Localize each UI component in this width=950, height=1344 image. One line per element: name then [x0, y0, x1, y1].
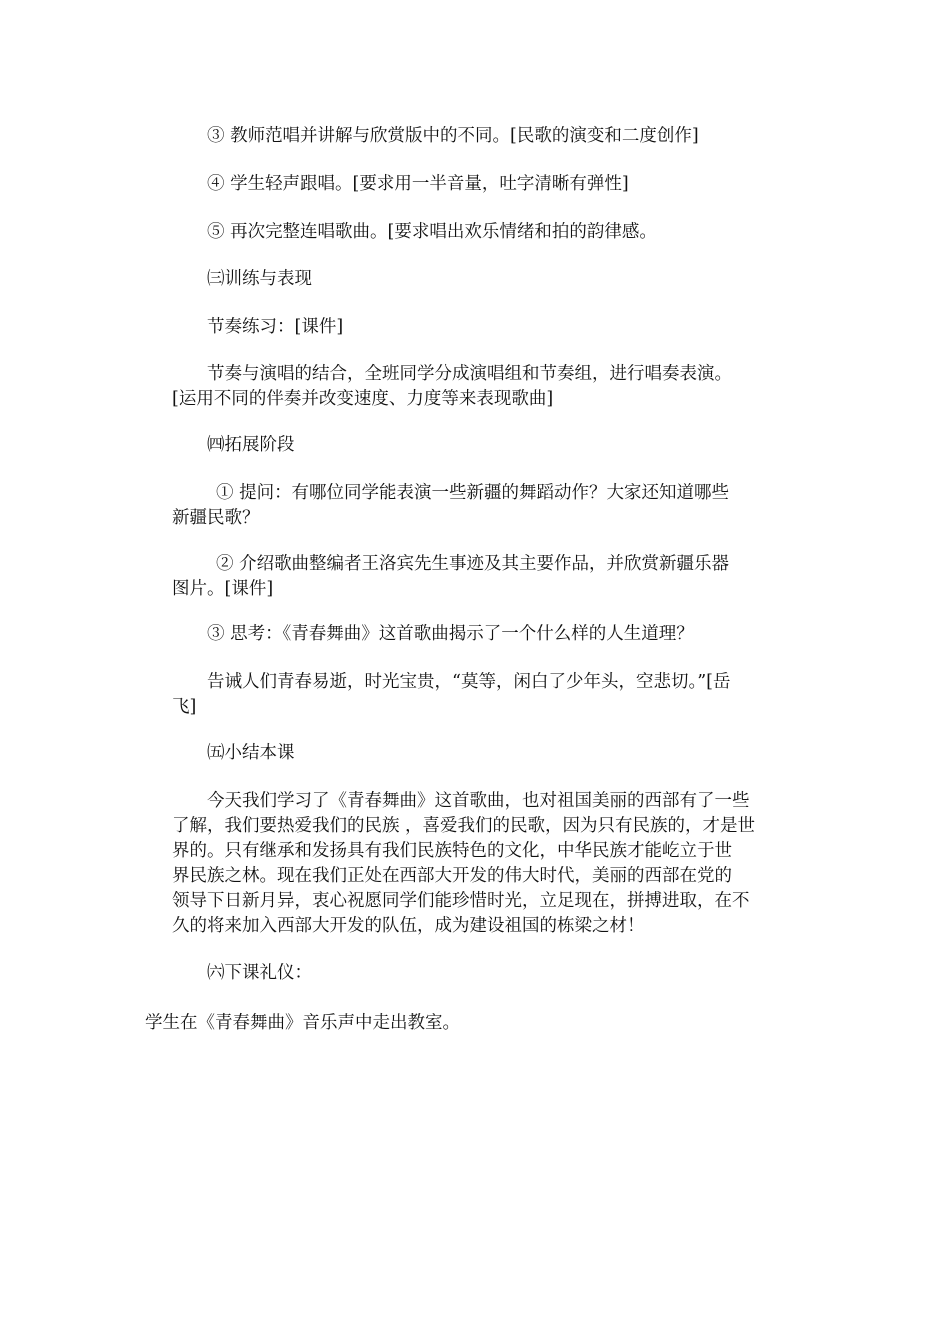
text-line: 新疆民歌？ [172, 508, 260, 528]
text-line: ㈣拓展阶段 [207, 435, 295, 455]
text-line: ④ 学生轻声跟唱。[要求用一半音量，吐字清晰有弹性] [207, 174, 629, 194]
text-line: 节奏与演唱的结合，全班同学分成演唱组和节奏组，进行唱奏表演。 [207, 364, 732, 384]
text-line: ③ 思考：《青春舞曲》这首歌曲揭示了一个什么样的人生道理？ [207, 624, 694, 644]
paragraph-quote [172, 670, 784, 720]
text-line: 界民族之林。现在我们正处在西部大开发的伟大时代，美丽的西部在党的 [172, 866, 732, 886]
paragraph-question [172, 481, 784, 531]
text-line: ③ 教师范唱并讲解与欣赏版中的不同。[民歌的演变和二度创作] [207, 126, 699, 146]
text-line: ⑤ 再次完整连唱歌曲。[要求唱出欢乐情绪和拍的韵律感。 [207, 222, 657, 242]
text-line: ㈥下课礼仪： [207, 963, 312, 983]
text-line: 告诫人们青春易逝，时光宝贵，“莫等，闲白了少年头，空悲切。”[岳 [207, 672, 731, 692]
paragraph-composer-intro [172, 552, 784, 602]
section-heading-training [172, 267, 784, 292]
section-heading-dismissal [172, 961, 784, 986]
text-line: ㈢训练与表现 [207, 269, 312, 289]
section-heading-extension [172, 433, 784, 458]
paragraph-full-sing [172, 220, 784, 245]
paragraph-teacher-demo [172, 124, 784, 149]
text-line: 界的。只有继承和发扬具有我们民族特色的文化，中华民族才能屹立于世 [172, 841, 732, 861]
section-heading-summary [172, 741, 784, 766]
text-line: 久的将来加入西部大开发的队伍，成为建设祖国的栋梁之材！ [172, 916, 645, 936]
paragraph-rhythm-practice [172, 315, 784, 340]
text-line: ① 提问：有哪位同学能表演一些新疆的舞蹈动作？大家还知道哪些 [216, 483, 730, 503]
text-line: 学生在《青春舞曲》音乐声中走出教室。 [145, 1013, 460, 1033]
paragraph-closing [145, 1011, 785, 1036]
paragraph-rhythm-performance [172, 362, 784, 412]
paragraph-summary [172, 789, 784, 939]
text-line: 图片。[课件] [172, 579, 274, 599]
text-line: 了解，我们要热爱我们的民族 ，喜爱我们的民歌，因为只有民族的，才是世 [172, 816, 756, 836]
text-line: 领导下日新月异，衷心祝愿同学们能珍惜时光，立足现在，拼搏进取，在不 [172, 891, 750, 911]
text-line: 今天我们学习了《青春舞曲》这首歌曲，也对祖国美丽的西部有了一些 [207, 791, 750, 811]
text-line: ㈤小结本课 [207, 743, 295, 763]
paragraph-reflection [172, 622, 784, 647]
text-line: 节奏练习：[课件] [207, 317, 344, 337]
text-line: 飞] [172, 697, 197, 717]
paragraph-student-follow [172, 172, 784, 197]
text-line: ② 介绍歌曲整编者王洛宾先生事迹及其主要作品，并欣赏新疆乐器 [216, 554, 730, 574]
text-line: [运用不同的伴奏并改变速度、力度等来表现歌曲] [172, 389, 554, 409]
